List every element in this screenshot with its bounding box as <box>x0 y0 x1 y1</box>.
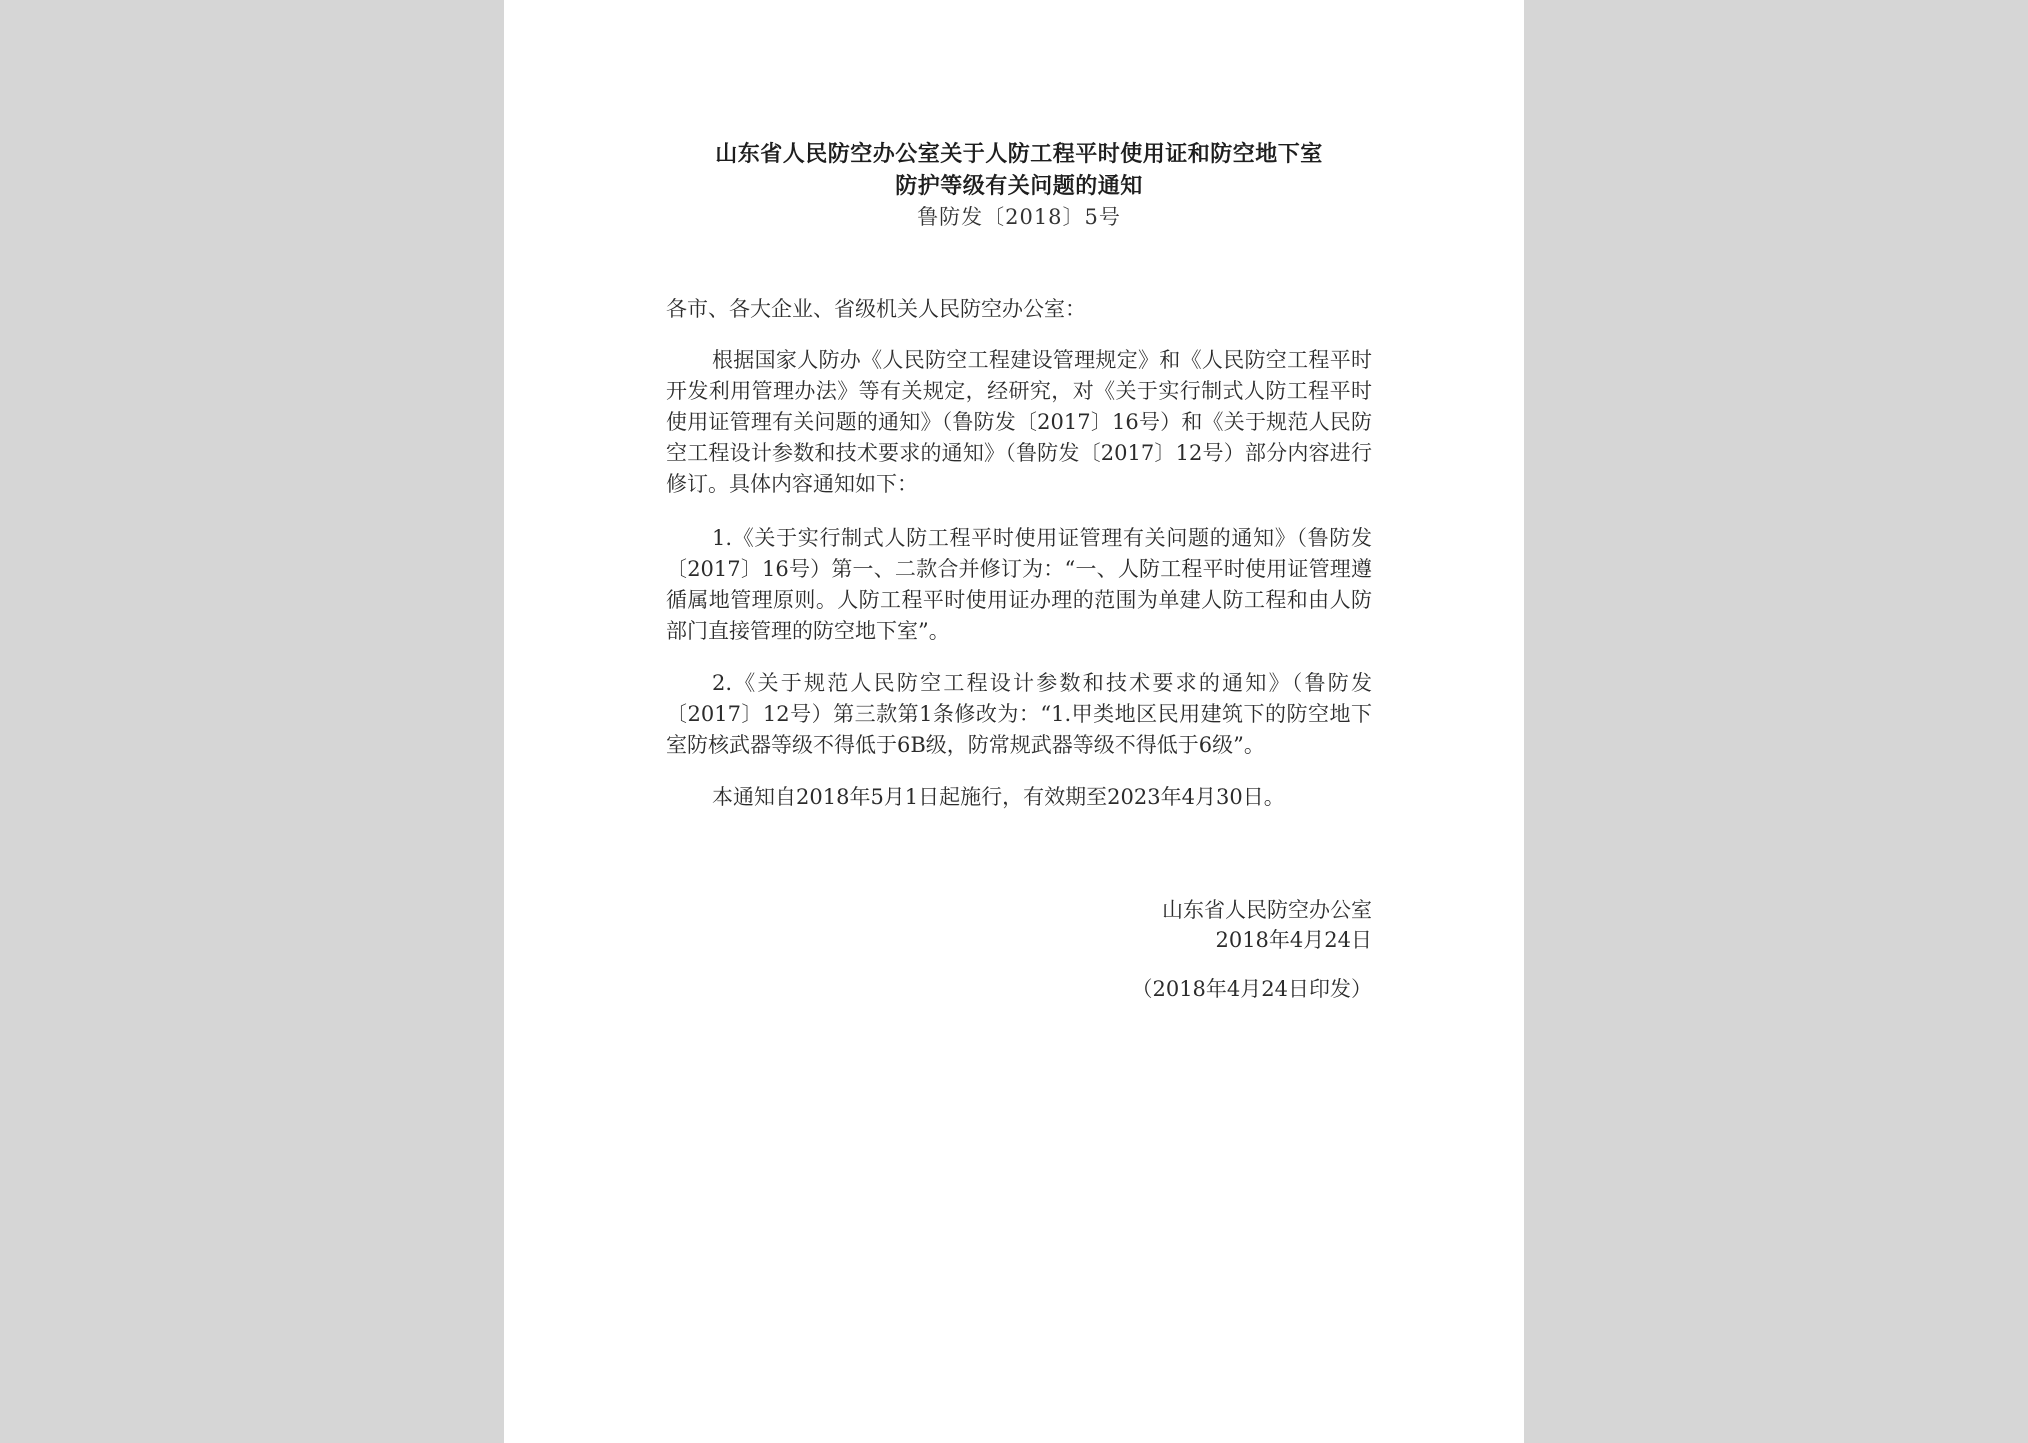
title-line-1: 山东省人民防空办公室关于人防工程平时使用证和防空地下室 <box>715 141 1323 167</box>
body-paragraph-effective-date: 本通知自2018年5月1日起施行，有效期至2023年4月30日。 <box>712 785 1285 809</box>
body-paragraph-item-1: 1.《关于实行制式人防工程平时使用证管理有关问题的通知》（鲁防发〔2017〕16号）第一、二款合并修订为：“一、人防工程平时使用证管理遵循属地管理原则。人防工程平时使用证办理的范围为单建人防工程和由人防部门直接管理的防空地下室”。 <box>666 526 1372 643</box>
title-line-2: 防护等级有关问题的通知 <box>895 173 1143 199</box>
body-paragraph-item-2: 2.《关于规范人民防空工程设计参数和技术要求的通知》（鲁防发〔2017〕12号）第三款第1条修改为：“1.甲类地区民用建筑下的防空地下室防核武器等级不得低于6B级，防常规武器等级不得低于6级”。 <box>666 671 1372 757</box>
document-content <box>666 138 1372 1004</box>
body-paragraph-intro: 根据国家人防办《人民防空工程建设管理规定》和《人民防空工程平时开发利用管理办法》等有关规定，经研究，对《关于实行制式人防工程平时使用证管理有关问题的通知》（鲁防发〔2017〕16号）和《关于规范人民防空工程设计参数和技术要求的通知》（鲁防发〔2017〕12号）部分内容进行修订。具体内容通知如下： <box>666 348 1372 496</box>
document-page <box>504 0 1524 1443</box>
document-number: 鲁防发〔2018〕5号 <box>917 205 1121 229</box>
salutation: 各市、各大企业、省级机关人民防空办公室： <box>666 297 1086 321</box>
print-date-note: （2018年4月24日印发） <box>1131 977 1372 1001</box>
signature-organization: 山东省人民防空办公室 <box>1162 898 1372 922</box>
signature-block <box>666 895 1372 955</box>
signature-date: 2018年4月24日 <box>1215 928 1372 952</box>
document-title <box>666 138 1372 202</box>
